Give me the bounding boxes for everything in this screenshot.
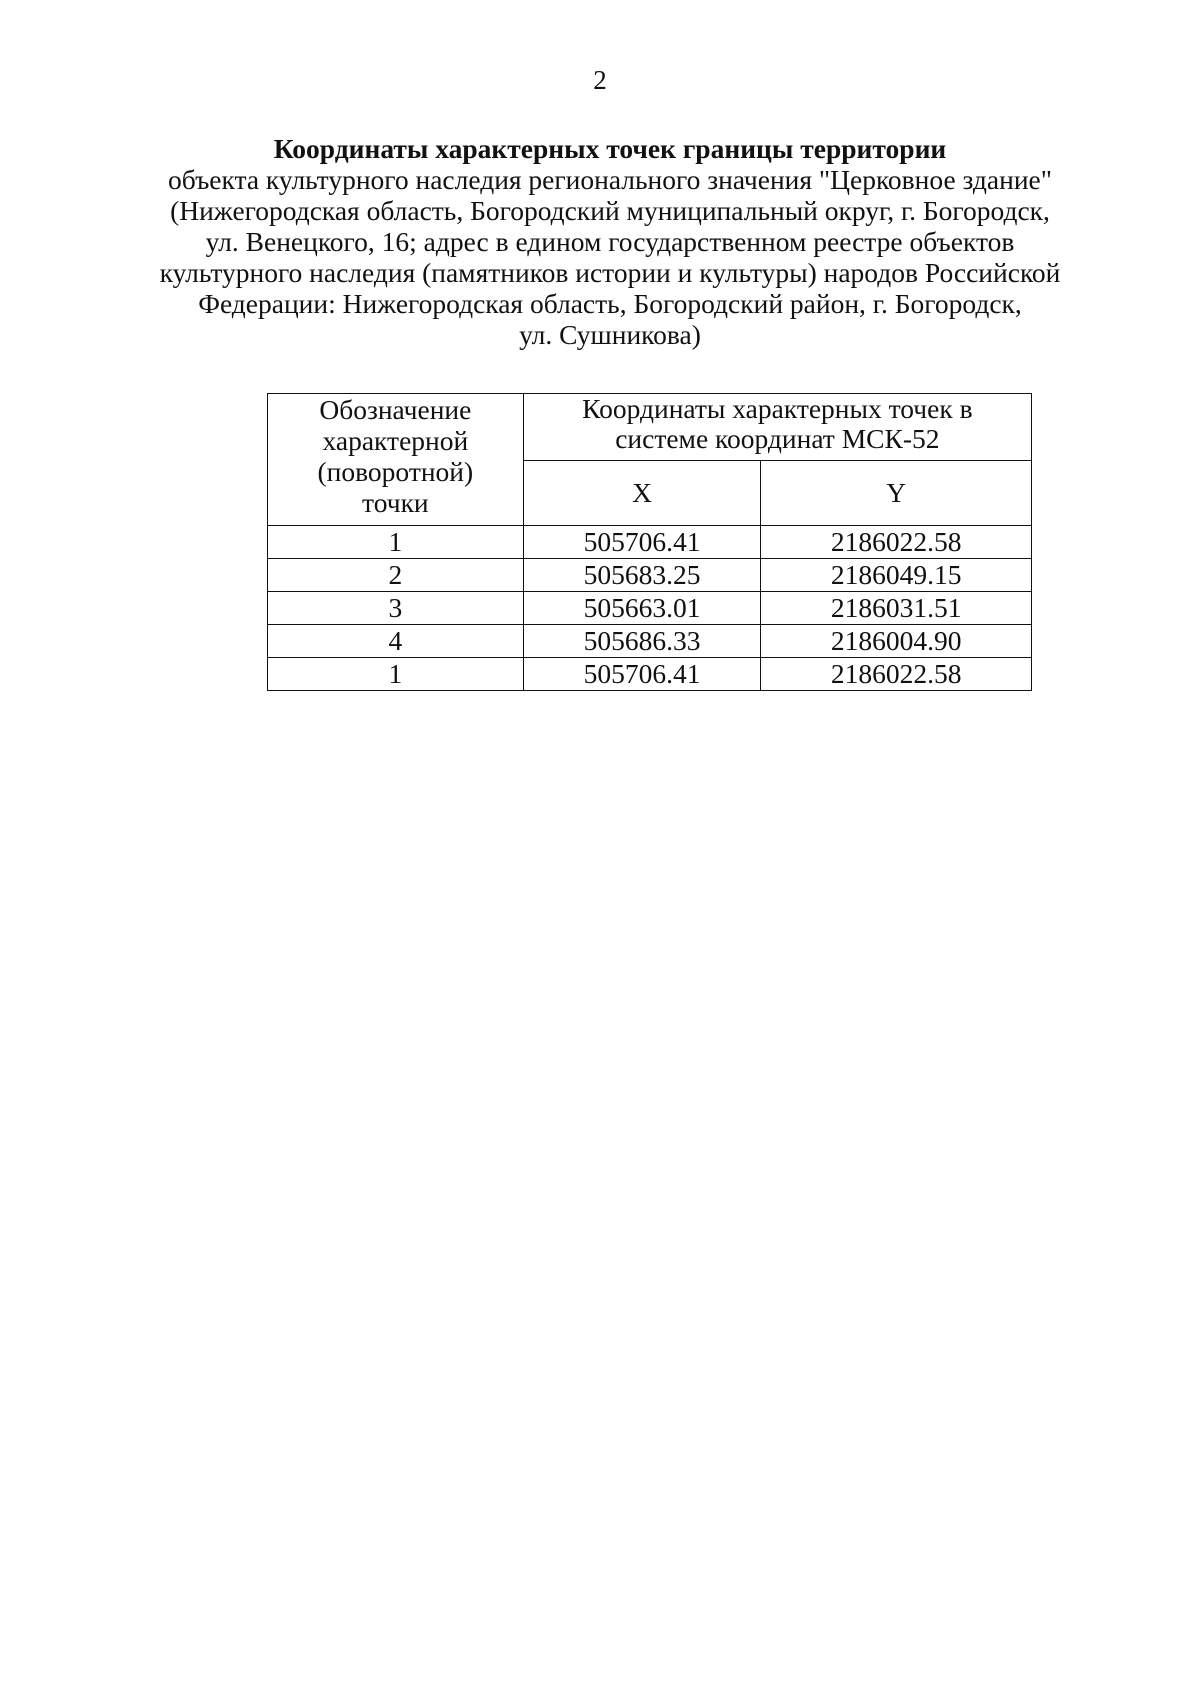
point-cell: 1 bbox=[268, 526, 524, 559]
point-cell: 2 bbox=[268, 559, 524, 592]
document-title: Координаты характерных точек границы территории bbox=[273, 133, 947, 164]
heading-line: ул. Венецкого, 16; адрес в едином государственном реестре объектов bbox=[205, 226, 1015, 257]
x-column-header: X bbox=[523, 461, 761, 526]
x-cell: 505686.33 bbox=[523, 625, 761, 658]
table-row bbox=[268, 625, 1032, 658]
coordinates-group-header bbox=[523, 394, 1031, 461]
point-cell: 1 bbox=[268, 658, 524, 691]
heading-line: культурного наследия (памятников истории и культуры) народов Российской bbox=[159, 257, 1061, 288]
y-cell: 2186031.51 bbox=[761, 592, 1032, 625]
table-header-row bbox=[268, 394, 1032, 461]
header-text-line: (поворотной) bbox=[317, 456, 474, 487]
y-cell: 2186004.90 bbox=[761, 625, 1032, 658]
document-heading bbox=[150, 133, 1070, 350]
point-cell: 4 bbox=[268, 625, 524, 658]
coordinates-table bbox=[267, 393, 1032, 691]
y-cell: 2186049.15 bbox=[761, 559, 1032, 592]
header-text-line: Обозначение bbox=[319, 394, 472, 425]
y-column-header: Y bbox=[761, 461, 1032, 526]
x-cell: 505683.25 bbox=[523, 559, 761, 592]
table-row bbox=[268, 592, 1032, 625]
point-designation-header bbox=[268, 394, 524, 526]
point-cell: 3 bbox=[268, 592, 524, 625]
heading-line: (Нижегородская область, Богородский муниципальный округ, г. Богородск, bbox=[170, 195, 1050, 226]
heading-line: объекта культурного наследия регионального значения "Церковное здание" bbox=[168, 164, 1052, 195]
table-row bbox=[268, 658, 1032, 691]
heading-line: ул. Сушникова) bbox=[519, 319, 701, 350]
header-text-line: характерной bbox=[322, 425, 469, 456]
y-cell: 2186022.58 bbox=[761, 526, 1032, 559]
x-cell: 505706.41 bbox=[523, 658, 761, 691]
header-text-line: точки bbox=[362, 487, 429, 518]
table-row bbox=[268, 559, 1032, 592]
y-cell: 2186022.58 bbox=[761, 658, 1032, 691]
x-cell: 505706.41 bbox=[523, 526, 761, 559]
heading-line: Федерации: Нижегородская область, Богородский район, г. Богородск, bbox=[198, 288, 1022, 319]
x-cell: 505663.01 bbox=[523, 592, 761, 625]
header-text-line: Координаты характерных точек в bbox=[582, 393, 973, 424]
table-row bbox=[268, 526, 1032, 559]
header-text-line: системе координат МСК-52 bbox=[615, 423, 940, 454]
page-number: 2 bbox=[593, 65, 607, 95]
